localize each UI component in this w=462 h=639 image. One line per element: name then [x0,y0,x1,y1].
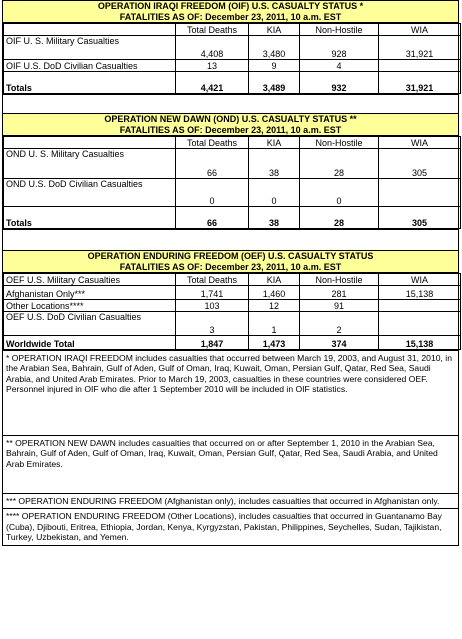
table-row [4,72,461,94]
row-label: OND U.S. DoD Civilian Casualties [4,179,176,207]
table-row [4,36,461,60]
oef-header-non-hostile: Non-Hostile [300,274,379,286]
footnote-oef-afghanistan: *** OPERATION ENDURING FREEDOM (Afghanistan only), includes casualties that occurred in Afghanistan only. [3,494,458,509]
wia-cell: 305 [379,149,461,179]
oif-title [3,1,458,23]
oef-header-kia: KIA [249,274,300,286]
kia-cell: 3,489 [249,72,300,94]
table-row [4,300,461,312]
ond-title-line1: OPERATION NEW DAWN (OND) U.S. CASUALTY STATUS ** [104,114,357,124]
non-hostile-cell: 932 [300,72,379,94]
table-row [4,312,461,336]
oif-header-non-hostile: Non-Hostile [300,24,379,36]
casualty-report [2,0,459,546]
non-hostile-cell: 91 [300,300,379,312]
non-hostile-cell: 28 [300,149,379,179]
table-row [4,336,461,350]
table-row [4,286,461,300]
row-label: OIF U. S. Military Casualties [4,36,176,60]
row-label: Totals [4,72,176,94]
ond-header-label [4,137,176,149]
kia-cell: 1 [249,312,300,336]
wia-cell: 305 [379,207,461,229]
oef-title [3,251,458,273]
wia-cell: 31,921 [379,72,461,94]
ond-header-row [4,137,461,149]
wia-cell [379,60,461,72]
row-label: Worldwide Total [4,336,176,350]
table-row [4,179,461,207]
ond-title-line2: FATALITIES AS OF: December 23, 2011, 10 a.m. EST [119,124,342,135]
footnote-oif: * OPERATION IRAQI FREEDOM includes casualties that occurred between March 19, 2003, and August 31, 2010, in the Arabian Sea, Bahrain, Gulf of Aden, Gulf of Oman, Iraq, Kuwait, Oman, Persian Gulf, Qatar, Red Sea, Saudi Arabia, and United Arab Emirates. Prior to March 19, 2003, casualties in these countries were considered OEF. Personnel injured in OIF who die after 1 September 2010 will be included in OIF statistics. [3,351,458,436]
section-spacer [2,95,459,113]
kia-cell: 3,480 [249,36,300,60]
total-deaths-cell: 66 [176,149,249,179]
oif-header-kia: KIA [249,24,300,36]
non-hostile-cell: 0 [300,179,379,207]
non-hostile-cell: 4 [300,60,379,72]
oif-header-total-deaths: Total Deaths [176,24,249,36]
oef-section [2,250,459,351]
oif-header-row [4,24,461,36]
kia-cell: 9 [249,60,300,72]
total-deaths-cell: 4,421 [176,72,249,94]
kia-cell: 38 [249,149,300,179]
wia-cell [379,312,461,336]
oif-title-line1: OPERATION IRAQI FREEDOM (OIF) U.S. CASUALTY STATUS * [97,1,364,11]
total-deaths-cell: 4,408 [176,36,249,60]
kia-cell: 12 [249,300,300,312]
total-deaths-cell: 0 [176,179,249,207]
oif-header-label [4,24,176,36]
wia-cell: 31,921 [379,36,461,60]
oif-section [2,0,459,95]
oef-header-label: OEF U.S. Military Casualties [4,274,176,286]
non-hostile-cell: 28 [300,207,379,229]
wia-cell: 15,138 [379,336,461,350]
ond-header-kia: KIA [249,137,300,149]
wia-cell [379,179,461,207]
table-row [4,60,461,72]
non-hostile-cell: 281 [300,286,379,300]
footnote-oef-other: **** OPERATION ENDURING FREEDOM (Other Locations), includes casualties that occurred in Guantanamo Bay (Cuba), Djibouti, Eritrea, Ethiopia, Jordan, Kenya, Kyrgyzstan, Pakistan, Philippines, Seychelles, Sudan, Tajikistan, Turkey, Uzbekistan, and Yemen. [6,511,442,543]
total-deaths-cell: 13 [176,60,249,72]
ond-title [3,114,458,136]
row-label: Afghanistan Only*** [4,286,176,300]
total-deaths-cell: 66 [176,207,249,229]
oef-header-wia: WIA [379,274,461,286]
wia-cell [379,300,461,312]
kia-cell: 1,473 [249,336,300,350]
table-row [4,207,461,229]
non-hostile-cell: 374 [300,336,379,350]
total-deaths-cell: 103 [176,300,249,312]
footnote-ond: ** OPERATION NEW DAWN includes casualties that occurred on or after September 1, 2010 in the Arabian Sea, Bahrain, Gulf of Aden, Gulf of Oman, Iraq, Kuwait, Oman, Persian Gulf, Qatar, Red Sea, Saudi Arabia, and United Arab Emirates. [3,436,458,494]
oef-table [3,273,461,350]
wia-cell: 15,138 [379,286,461,300]
oif-table [3,23,461,94]
kia-cell: 38 [249,207,300,229]
row-label: OND U. S. Military Casualties [4,149,176,179]
ond-header-wia: WIA [379,137,461,149]
oef-title-line2: FATALITIES AS OF: December 23, 2011, 10 a.m. EST [119,261,342,272]
row-label: Totals [4,207,176,229]
non-hostile-cell: 928 [300,36,379,60]
footnotes [2,351,459,546]
total-deaths-cell: 1,847 [176,336,249,350]
oef-header-total-deaths: Total Deaths [176,274,249,286]
total-deaths-cell: 3 [176,312,249,336]
non-hostile-cell: 2 [300,312,379,336]
ond-table [3,136,461,229]
table-row [4,149,461,179]
ond-header-non-hostile: Non-Hostile [300,137,379,149]
section-spacer [2,230,459,250]
oef-title-line1: OPERATION ENDURING FREEDOM (OEF) U.S. CASUALTY STATUS [87,251,374,261]
ond-section [2,113,459,230]
total-deaths-cell: 1,741 [176,286,249,300]
oif-title-line2: FATALITIES AS OF: December 23, 2011, 10 a.m. EST [119,11,342,22]
ond-header-total-deaths: Total Deaths [176,137,249,149]
oef-header-row [4,274,461,286]
row-label: OEF U.S. DoD Civilian Casualties [4,312,176,336]
row-label: OIF U.S. DoD Civilian Casualties [4,60,176,72]
row-label: Other Locations**** [4,300,176,312]
kia-cell: 0 [249,179,300,207]
oif-header-wia: WIA [379,24,461,36]
kia-cell: 1,460 [249,286,300,300]
